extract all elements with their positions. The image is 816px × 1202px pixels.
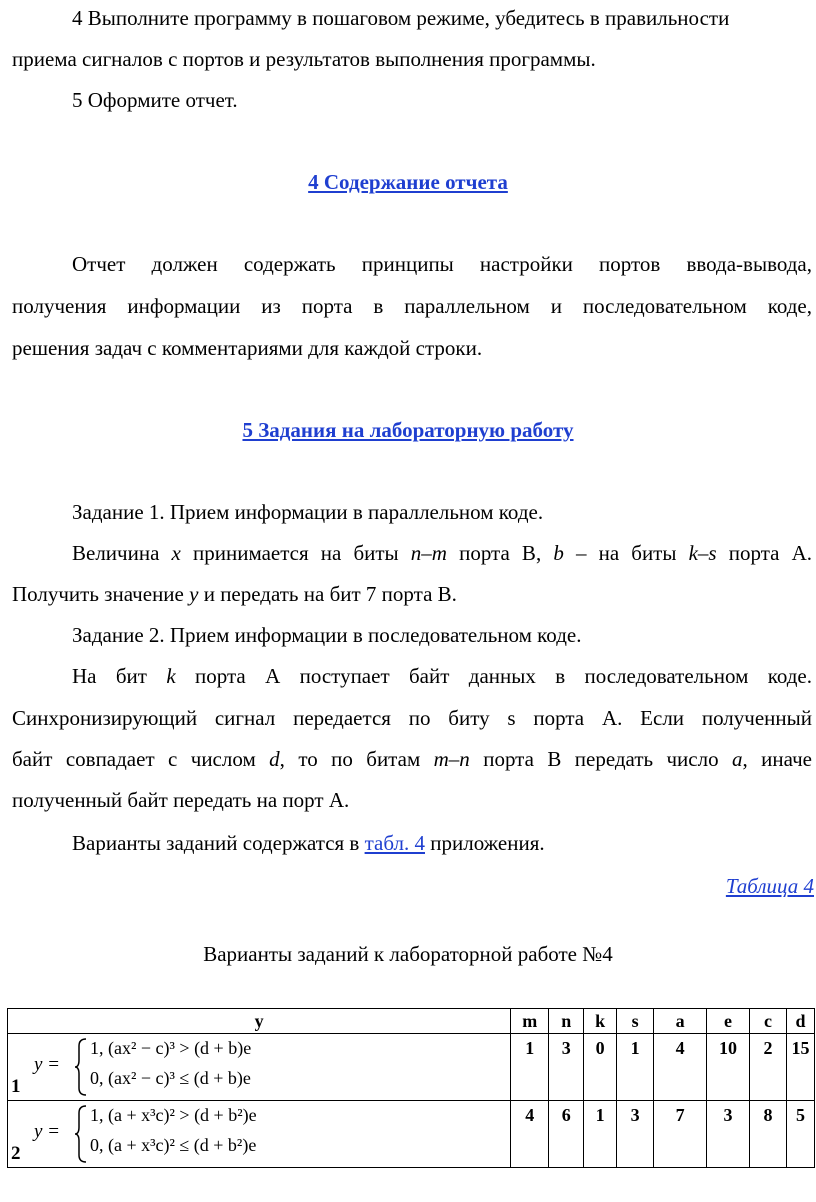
brace-icon [74,1105,88,1163]
value-k: 0 [584,1034,617,1101]
p3-line1: Отчет должен содержать принципы настройки портов ввода-вывода, [72,252,812,276]
table-ref-link[interactable]: Таблица 4 [725,874,814,898]
table-row [8,1101,815,1168]
table-caption: Варианты заданий к лабораторной работе №4 [203,942,613,966]
value-m: 1 [511,1034,549,1101]
formula-lhs: y = [34,1054,61,1075]
header-m: m [511,1009,549,1034]
task2-line3: байт совпадает с числом d, то по битам m–n порта В передать число a, иначе [12,747,812,771]
header-e: e [707,1009,750,1034]
header-d: d [786,1009,814,1034]
header-y: y [8,1009,511,1034]
formula-case-2: 0, (ax² − c)³ ≤ (d + b)e [90,1068,251,1088]
formula-case-1: 1, (a + x³c)² > (d + b²)e [90,1105,257,1125]
task2-line4: полученный байт передать на порт А. [12,788,350,812]
table-4-link[interactable]: табл. 4 [364,831,425,855]
header-k: k [584,1009,617,1034]
section-heading-4[interactable]: 4 Содержание отчета [308,170,508,194]
value-e: 3 [707,1101,750,1168]
p3-line3: решения задач с комментариями для каждой строки. [12,336,483,360]
task2-title: Задание 2. Прием информации в последовательном коде. [72,623,582,647]
row-number: 1 [11,1076,21,1097]
table-header-row [8,1009,815,1034]
value-a: 7 [654,1101,707,1168]
task1-line1: Величина x принимается на биты n–m порта В, b – на биты k–s порта А. [72,541,812,565]
task2-line2: Синхронизирующий сигнал передается по биту s порта А. Если полученный [12,706,812,730]
formula-case-2: 0, (a + x³c)² ≤ (d + b²)e [90,1135,257,1155]
value-n: 6 [549,1101,584,1168]
header-a: a [654,1009,707,1034]
p1-line2: приема сигналов с портов и результатов выполнения программы. [12,47,596,71]
value-a: 4 [654,1034,707,1101]
value-s: 3 [617,1101,654,1168]
formula-case-1: 1, (ax² − c)³ > (d + b)e [90,1038,252,1058]
value-c: 2 [749,1034,786,1101]
table-row [8,1034,815,1101]
value-d: 5 [786,1101,814,1168]
header-s: s [617,1009,654,1034]
value-m: 4 [511,1101,549,1168]
task1-line2: Получить значение y и передать на бит 7 порта В. [12,582,457,606]
variants-table [7,1008,815,1168]
value-s: 1 [617,1034,654,1101]
value-e: 10 [707,1034,750,1101]
row-number: 2 [11,1143,21,1164]
value-k: 1 [584,1101,617,1168]
section-heading-5[interactable]: 5 Задания на лабораторную работу [242,418,574,442]
brace-icon [74,1038,88,1096]
header-n: n [549,1009,584,1034]
value-c: 8 [749,1101,786,1168]
formula-cell [8,1101,511,1168]
formula-lhs: y = [34,1121,61,1142]
value-n: 3 [549,1034,584,1101]
formula-cell [8,1034,511,1101]
p1-line1: 4 Выполните программу в пошаговом режиме, убедитесь в правильности [72,6,730,30]
p3-line2: получения информации из порта в параллельном и последовательном коде, [12,294,812,318]
value-d: 15 [786,1034,814,1101]
header-c: c [749,1009,786,1034]
variants-line: Варианты заданий содержатся в табл. 4 приложения. [72,831,545,855]
p2: 5 Оформите отчет. [72,88,238,112]
task1-title: Задание 1. Прием информации в параллельном коде. [72,500,544,524]
task2-line1: На бит k порта А поступает байт данных в последовательном коде. [72,664,813,688]
